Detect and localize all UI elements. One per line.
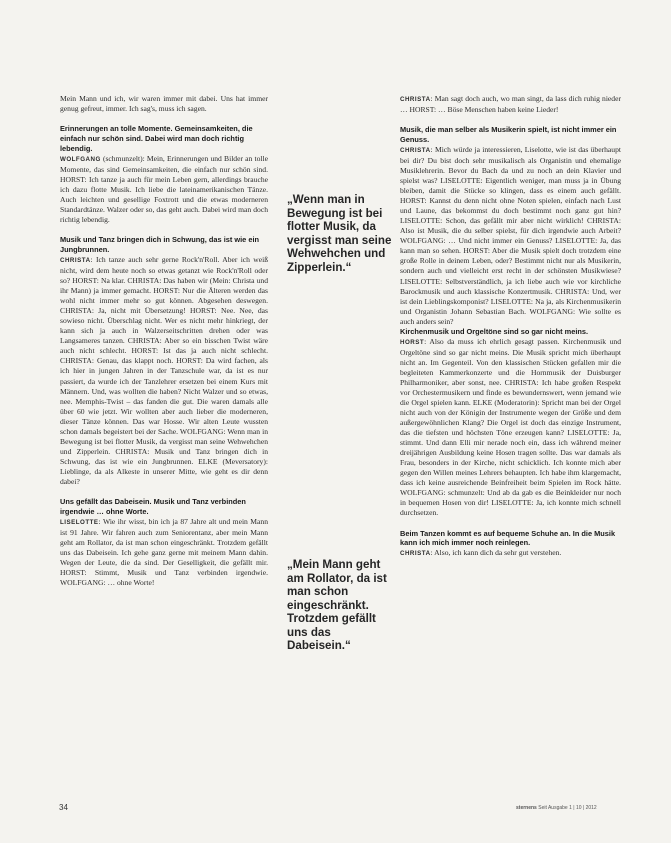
paragraph: Mein Mann und ich, wir waren immer mit dabei. Uns hat immer genug gefreut, immer. Ich sag's, muss ich sagen. <box>60 94 268 114</box>
issue-info: Seit Ausgabe 1 | 10 | 2012 <box>538 805 597 811</box>
paragraph: WOLFGANG (schmunzelt): Mein, Erinnerungen und Bilder an tolle Momente, das sind Gemeinsamkeiten, die einfach nur schön sind. HORST: Ich tanze ja auch für mein Leben gern, allerdings brauche ich dazu flotte Musik. Ich liebe die lateinamerikanischen Tänze. Auch leichten und gesellige Foxtrott und die etwas moderneren Standardtänze. Walzer oder so, das geht auch. Dabei wird man doch richtig lebendig. <box>60 153 268 225</box>
paragraph: CHRISTA: Man sagt doch auch, wo man singt, da lass dich ruhig nieder … HORST: … Böse Menschen haben keine Lieder! <box>400 94 622 115</box>
footer-credit <box>516 805 597 811</box>
paragraph: LISELOTTE: Wie ihr wisst, bin ich ja 87 Jahre alt und mein Mann ist 91 Jahre. Wir fahren auch zum Seniorentanz, aber mein Mann geht am Rollator, da ist man schon eingeschränkt. Trotzdem gefällt uns das Dabeisein. Ich gehe ganz gerne mit meinem Mann dahin. Wegen der Leute, die da sind. Der Geselligkeit, die gefällt mir. HORST: Stimmt, Musik und Tanz verbinden irgendwie. WOLFGANG: … ohne Worte! <box>60 516 268 588</box>
question-heading: Kirchenmusik und Orgeltöne sind so gar nicht meins. <box>400 326 589 336</box>
paragraph: HORST: Also da muss ich ehrlich gesagt passen. Kirchenmusik und Orgeltöne sind so gar nicht meins. Die Musik spricht mich überhaupt nicht an. Im Gegenteil. Von den klassischen Stücken gefallen mir die begleiteten Kammerkonzerte und die Hornmusik der Duisburger Philharmoniker, aber sonst, nee. CHRISTA: Ich habe großen Respekt vor Orchestermusikern und finde es bewundernswert, wenn jemand wie die Orgel spielen kann. ELKE (Moderatorin): Spricht man bei der Orgel nicht auch von der Königin der Instrumente wegen der Größe und dem außergewöhnlichen Klang? Die Orgel ist doch das einzige Instrument, das die tiefsten und höchsten Töne erzeugen kann? LISELOTTE: Ja, stimmt. Und dann Elli mir nerade noch ein, dass ich während meiner dreijährigen Ausbildung keine Hosen tragen sollte. Das war damals als Frau, besonders in der Kirche, nicht schicklich. Ich konnte mich aber gegen den Willen meines Lehrers behaupten. Ich habe ihm klargemacht, dass ich keine ausreichende Beinfreiheit beim Spielen im Rock hätte. WOLFGANG: schmunzelt: Und ab da gab es die Beinkleider nur noch in bequemen Hosen von dir! LISELOTTE: Ja, ich konnte mich schnell durchsetzen. <box>400 336 621 518</box>
question-heading: Uns gefällt das Dabeisein. Musik und Tanz verbinden irgendwie … ohne Worte. <box>60 497 246 516</box>
speaker-label: WOLFGANG <box>60 155 101 163</box>
left-column <box>60 94 268 588</box>
speaker-label: HORST <box>400 338 425 346</box>
paragraph: CHRISTA: Also, ich kann dich da sehr gut verstehen. <box>400 548 562 558</box>
paragraph: CHRISTA: Mich würde ja interessieren, Liselotte, wie ist das überhaupt bei dir? Du bist doch sehr musikalisch als Organistin und ehemalige Musiklehrerin. Bevor du Bach da und zu noch an dein Klavier und spielst was? LISELOTTE: Eigentlich weniger, man muss ja in Übung bleiben, damit die Stücke so klingen, dass es einem auch gefällt. HORST: Kannst du denn nicht ohne Noten spielen, einfach nach Lust und Laune, das bekommst du doch bestimmt noch ganz gut hin? LISELOTTE: Schon, das gefällt mir aber nicht wirklich! CHRISTA: Also ist Musik, die du selber spielst, für dich irgendwie auch Arbeit? WOLFGANG: … Und nicht immer ein Genuss? LISELOTTE: Ja, das kann man so sehen. HORST: Aber die Musik spielt doch trotzdem eine große Rolle in deinem Leben, oder? Bestimmt nicht nur als Musikerin, sondern auch und vielleicht erst recht in der schönsten Musikwiese? LISELOTTE: Selbstverständlich, ja ich liebe auch wie vor kirchliche Barockmusik und auch klassische Konzertmusik. CHRISTA: Und, wer ist dein Lieblingskomponist? LISELOTTE: Na ja, als Kirchenmusikerin und Organistin Johann Sebastian Bach. WOLFGANG: Wie sollte es auch anders sein? <box>400 144 621 326</box>
speaker-label: LISELOTTE <box>60 518 99 526</box>
speaker-label: CHRISTA <box>60 256 91 264</box>
speaker-label: CHRISTA <box>400 550 431 558</box>
speaker-label: CHRISTA <box>400 146 431 154</box>
question-heading: Erinnerungen an tolle Momente. Gemeinsamkeiten, die einfach nur schön sind. Dabei wird man doch richtig lebendig. <box>60 124 253 153</box>
question-heading: Musik, die man selber als Musikerin spielt, ist nicht immer ein Genuss. <box>400 125 617 144</box>
question-heading: Beim Tanzen kommt es auf bequeme Schuhe an. In die Musik kann ich mich immer noch reinlegen. <box>400 528 616 548</box>
publication-name: sternens <box>516 805 537 811</box>
right-column <box>400 94 621 559</box>
pull-quote: „Mein Mann geht am Rollator, da ist man schon eingeschränkt. Trotzdem gefällt uns das Dabeisein.“ <box>287 558 387 652</box>
question-heading: Musik und Tanz bringen dich in Schwung, das ist wie ein Jungbrunnen. <box>60 235 260 255</box>
speaker-label: CHRISTA <box>400 96 431 103</box>
pull-quote: „Wenn man in Bewegung ist bei flotter Musik, da vergisst man seine Wehwehchen und Zipperlein.“ <box>287 193 392 274</box>
paragraph: CHRISTA: Ich tanze auch sehr gerne Rock'n'Roll. Aber ich weiß nicht, wird dem heute noch so etwas getanzt wie Rock'n'Roll oder so? HORST: Na klar. CHRISTA: Das haben wir (Mein: Christa und ihr Mann) ja immer gemacht. HORST: Nur die Älteren werden das wohl nicht immer mehr so gut können. Abgesehen deswegen. CHRISTA: Ja, nicht mit Übersetzung! HORST: Nee. Nee, das sowieso nicht. Überschlag nicht. Wer es nicht mehr hinkriegt, der kann sich ja auch in Walzerseitschritten drehen oder was Langsameres tanzen. CHRISTA: Aber so ein bisschen Twist wäre auch nicht schlecht. HORST: Ist das ja auch nicht schlecht. CHRISTA: Genau, das klappt noch. HORST: Da wird fachen, als ich hier in jungen Jahren in der Tanzschule war, da ist es nur passiert, da wurde ich der Tanzlehrer ersetzen bei einem Kurs mit Männern. Und, was wollten die haben? Nicht Walzer und so etwas, nee. Memphis-Twist – das fanden die gut. Die waren damals alle über 60 wie jetzt. Wir wollten aber auch lieber die moderneren, dieser Tänze können. Das war Hosse. Wir alten Leute wussten schon damals begeistert bei der Sache. WOLFGANG: Wenn man in Bewegung ist bei flotter Musik, da vergisst man seine Wehwehchen und Zipperlein. CHRISTA: Musik und Tanz bringen dich in Schwung, das ist wie ein Jungbrunnen. ELKE (Meversatory): Lieblinge, da als Alkeste in unserer Mitte, wie geht es dir denn dabei? <box>60 254 269 486</box>
page-number: 34 <box>59 803 68 812</box>
